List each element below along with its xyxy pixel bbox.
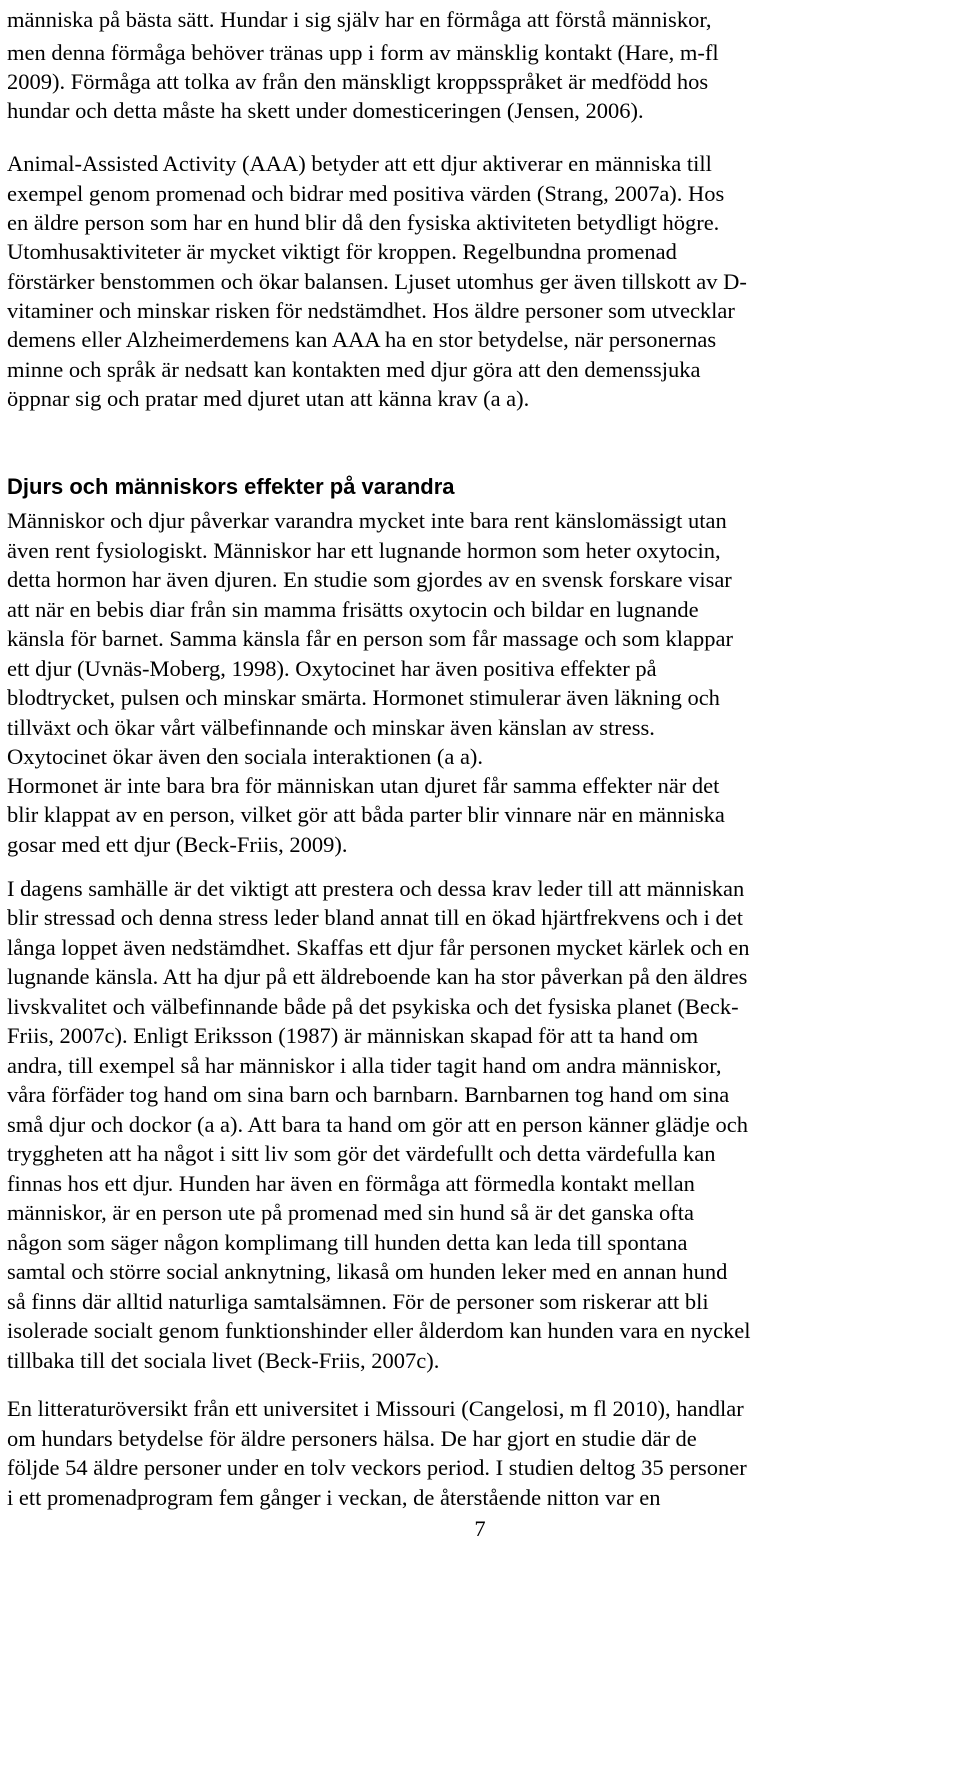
text-line: förstärker benstommen och ökar balansen. Ljuset utomhus ger även tillskott av D- <box>7 269 747 294</box>
text-line: detta hormon har även djuren. En studie som gjordes av en svensk forskare visar <box>7 567 732 592</box>
text-line: i ett promenadprogram fem gånger i veckan, de återstående nitton var en <box>7 1485 661 1510</box>
text-line: exempel genom promenad och bidrar med positiva värden (Strang, 2007a). Hos <box>7 181 725 206</box>
text-line: en äldre person som har en hund blir då den fysiska aktiviteten betydligt högre. <box>7 210 720 235</box>
text-line: känsla för barnet. Samma känsla får en person som får massage och som klappar <box>7 626 734 651</box>
page-number: 7 <box>474 1516 486 1541</box>
text-line: samtal och större social anknytning, likaså om hunden leker med en annan hund <box>7 1259 728 1284</box>
text-line: vitaminer och minskar risken för nedstämdhet. Hos äldre personer som utvecklar <box>7 298 735 323</box>
text-line: människa på bästa sätt. Hundar i sig själv har en förmåga att förstå människor, <box>7 7 712 32</box>
text-line: livskvalitet och välbefinnande både på det psykiska och det fysiska planet (Beck- <box>7 994 739 1019</box>
text-line: Utomhusaktiviteter är mycket viktigt för kroppen. Regelbundna promenad <box>7 239 677 264</box>
text-line: om hundars betydelse för äldre personers hälsa. De har gjort en studie där de <box>7 1426 697 1451</box>
text-line: 2009). Förmåga att tolka av från den mänskligt kroppsspråket är medfödd hos <box>7 69 709 94</box>
text-line: tillbaka till det sociala livet (Beck-Friis, 2007c). <box>7 1348 440 1373</box>
text-line: Friis, 2007c). Enligt Eriksson (1987) är människan skapad för att ta hand om <box>7 1023 699 1048</box>
text-line: följde 54 äldre personer under en tolv veckors period. I studien deltog 35 personer <box>7 1455 747 1480</box>
text-line: hundar och detta måste ha skett under domesticeringen (Jensen, 2006). <box>7 98 644 123</box>
text-line: I dagens samhälle är det viktigt att prestera och dessa krav leder till att människan <box>7 876 745 901</box>
text-line: Människor och djur påverkar varandra mycket inte bara rent känslomässigt utan <box>7 508 727 533</box>
text-line: Hormonet är inte bara bra för människan utan djuret får samma effekter när det <box>7 773 720 798</box>
text-line: ett djur (Uvnäs-Moberg, 1998). Oxytocinet har även positiva effekter på <box>7 656 657 681</box>
text-line: blodtrycket, pulsen och minskar smärta. Hormonet stimulerar även läkning och <box>7 685 720 710</box>
text-line: lugnande känsla. Att ha djur på ett äldreboende kan ha stor påverkan på den äldres <box>7 964 748 989</box>
text-line: demens eller Alzheimerdemens kan AAA ha en stor betydelse, när personernas <box>7 327 717 352</box>
text-line: tillväxt och ökar vårt välbefinnande och minskar även känslan av stress. <box>7 715 655 740</box>
text-line: men denna förmåga behöver tränas upp i form av mänsklig kontakt (Hare, m-fl <box>7 40 719 65</box>
text-line: små djur och dockor (a a). Att bara ta hand om gör att en person känner glädje och <box>7 1112 748 1137</box>
text-line: En litteraturöversikt från ett universitet i Missouri (Cangelosi, m fl 2010), handlar <box>7 1396 744 1421</box>
text-line: tryggheten att ha något i sitt liv som gör det värdefullt och detta värdefulla kan <box>7 1141 716 1166</box>
text-line: andra, till exempel så har människor i alla tider tagit hand om andra människor, <box>7 1053 722 1078</box>
text-line: finnas hos ett djur. Hunden har även en förmåga att förmedla kontakt mellan <box>7 1171 695 1196</box>
text-line: våra förfäder tog hand om sina barn och barnbarn. Barnbarnen tog hand om sina <box>7 1082 730 1107</box>
text-line: blir stressad och denna stress leder bland annat till en ökad hjärtfrekvens och i det <box>7 905 744 930</box>
text-line: någon som säger någon komplimang till hunden detta kan leda till spontana <box>7 1230 688 1255</box>
text-line: så finns där alltid naturliga samtalsämnen. För de personer som riskerar att bli <box>7 1289 709 1314</box>
text-line: öppnar sig och pratar med djuret utan att känna krav (a a). <box>7 386 530 411</box>
text-line: blir klappat av en person, vilket gör att båda parter blir vinnare när en människa <box>7 802 725 827</box>
text-line: minne och språk är nedsatt kan kontakten med djur göra att den demenssjuka <box>7 357 701 382</box>
text-line: långa loppet även nedstämdhet. Skaffas ett djur får personen mycket kärlek och en <box>7 935 750 960</box>
text-line: gosar med ett djur (Beck-Friis, 2009). <box>7 832 348 857</box>
text-line: Animal-Assisted Activity (AAA) betyder att ett djur aktiverar en människa till <box>7 151 712 176</box>
text-line: att när en bebis diar från sin mamma frisätts oxytocin och bildar en lugnande <box>7 597 699 622</box>
text-line: isolerade socialt genom funktionshinder eller ålderdom kan hunden vara en nyckel <box>7 1318 751 1343</box>
text-line: Oxytocinet ökar även den sociala interaktionen (a a). <box>7 744 484 769</box>
text-line: människor, är en person ute på promenad med sin hund så är det ganska ofta <box>7 1200 695 1225</box>
text-line: även rent fysiologiskt. Människor har ett lugnande hormon som heter oxytocin, <box>7 538 721 563</box>
section-heading: Djurs och människors effekter på varandra <box>7 474 455 499</box>
